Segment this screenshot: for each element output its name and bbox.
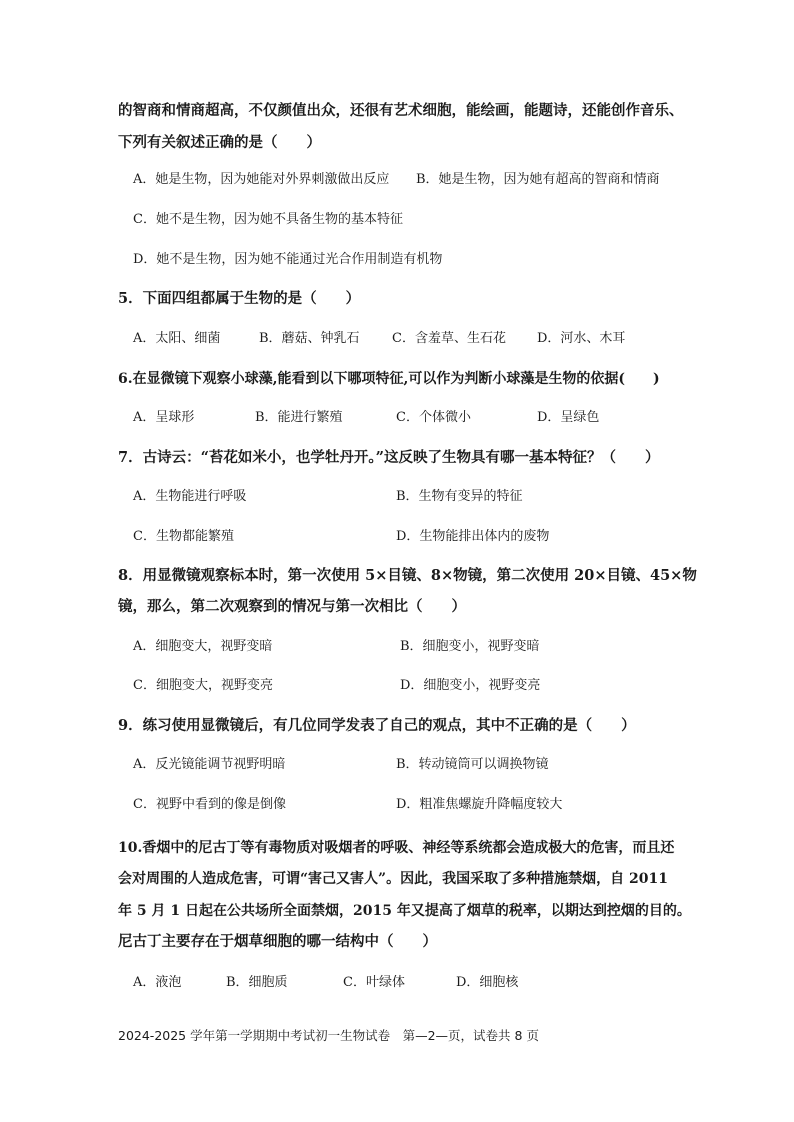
q8-option-c: C．细胞变大，视野变亮 bbox=[133, 678, 273, 693]
q4-option-b: B．她是生物，因为她有超高的智商和情商 bbox=[416, 172, 660, 187]
q6-option-a: A．呈球形 bbox=[133, 410, 195, 425]
q5-stem: 5．下面四组都属于生物的是（ ） bbox=[118, 290, 361, 307]
q7-option-c: C．生物都能繁殖 bbox=[133, 529, 234, 544]
q4-option-d: D．她不是生物，因为她不能通过光合作用制造有机物 bbox=[133, 252, 443, 267]
q8-option-a: A．细胞变大，视野变暗 bbox=[133, 639, 273, 654]
q9-option-a: A．反光镜能调节视野明暗 bbox=[133, 757, 286, 772]
q10-stem-line2: 会对周围的人造成危害，可谓“害己又害人”。因此，我国采取了多种措施禁烟，自 2011 bbox=[118, 871, 668, 887]
q6-option-c: C．个体微小 bbox=[396, 410, 471, 425]
q8-stem-line1: 8．用显微镜观察标本时，第一次使用 5×目镜、8×物镜，第二次使用 20×目镜、45×物 bbox=[118, 567, 697, 584]
q4-option-a: A．她是生物，因为她能对外界刺激做出反应 bbox=[133, 172, 390, 187]
q4-option-c: C．她不是生物，因为她不具备生物的基本特征 bbox=[133, 212, 403, 227]
q4-stem-line2: 下列有关叙述正确的是（ ） bbox=[118, 134, 321, 151]
q9-option-d: D．粗准焦螺旋升降幅度较大 bbox=[396, 797, 563, 812]
q10-stem-line4: 尼古丁主要存在于烟草细胞的哪一结构中（ ） bbox=[118, 933, 437, 950]
q6-stem: 6.在显微镜下观察小球藻,能看到以下哪项特征,可以作为判断小球藻是生物的依据( ) bbox=[118, 371, 660, 387]
q7-option-d: D．生物能排出体内的废物 bbox=[396, 529, 550, 544]
q8-option-b: B．细胞变小，视野变暗 bbox=[400, 639, 540, 654]
q5-option-a: A．太阳、细菌 bbox=[133, 331, 221, 346]
q10-option-d: D．细胞核 bbox=[456, 975, 519, 990]
q10-option-c: C．叶绿体 bbox=[343, 975, 405, 990]
q8-option-d: D．细胞变小，视野变亮 bbox=[400, 678, 541, 693]
q4-stem-line1: 的智商和情商超高，不仅颜值出众，还很有艺术细胞，能绘画，能题诗，还能创作音乐、 bbox=[118, 102, 684, 119]
q6-option-b: B．能进行繁殖 bbox=[255, 410, 343, 425]
q10-option-a: A．液泡 bbox=[133, 975, 182, 990]
q10-stem-line1: 10.香烟中的尼古丁等有毒物质对吸烟者的呼吸、神经等系统都会造成极大的危害，而且还 bbox=[118, 840, 675, 856]
page-footer: 2024-2025 学年第一学期期中考试初一生物试卷 第—2—页，试卷共 8 页 bbox=[118, 1028, 539, 1043]
q10-option-b: B．细胞质 bbox=[226, 975, 288, 990]
q9-stem: 9．练习使用显微镜后，有几位同学发表了自己的观点，其中不正确的是（ ） bbox=[118, 717, 636, 734]
q7-option-b: B．生物有变异的特征 bbox=[396, 489, 523, 504]
q5-option-c: C．含羞草、生石花 bbox=[392, 331, 506, 346]
q8-stem-line2: 镜，那么，第二次观察到的情况与第一次相比（ ） bbox=[118, 598, 466, 615]
q9-option-c: C．视野中看到的像是倒像 bbox=[133, 797, 286, 812]
q7-stem: 7．古诗云：“苔花如米小，也学牡丹开。”这反映了生物具有哪一基本特征？（ ） bbox=[118, 449, 660, 466]
q10-stem-line3: 年 5 月 1 日起在公共场所全面禁烟，2015 年又提高了烟草的税率，以期达到控烟的目的。 bbox=[118, 903, 691, 919]
q6-option-d: D．呈绿色 bbox=[537, 410, 600, 425]
q9-option-b: B．转动镜筒可以调换物镜 bbox=[396, 757, 549, 772]
q5-option-b: B．蘑菇、钟乳石 bbox=[259, 331, 360, 346]
q7-option-a: A．生物能进行呼吸 bbox=[133, 489, 247, 504]
q5-option-d: D．河水、木耳 bbox=[537, 331, 626, 346]
